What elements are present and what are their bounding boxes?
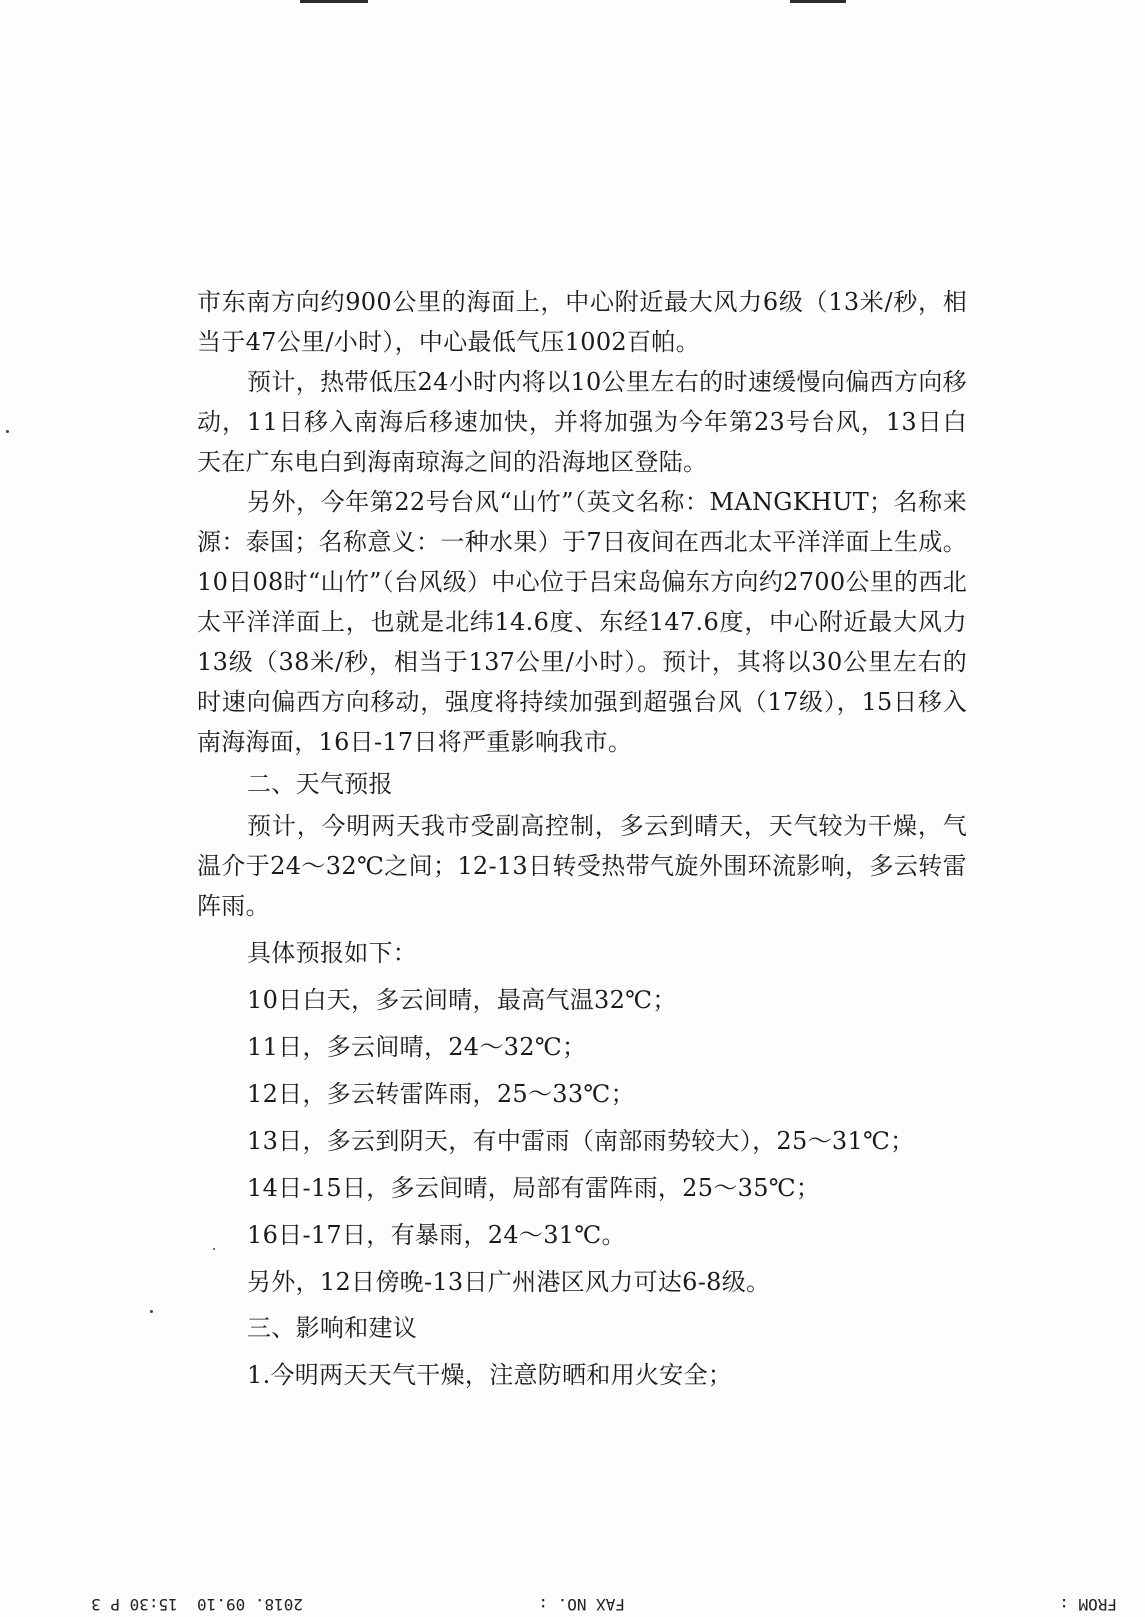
scan-speck [150, 1310, 153, 1313]
forecast-intro: 具体预报如下： [247, 939, 418, 967]
scan-edge-mark [790, 0, 846, 3]
forecast-item-10th: 10日白天，多云间晴，最高气温32℃； [247, 986, 677, 1014]
section-heading-weather-forecast: 二、天气预报 [247, 770, 393, 798]
paragraph-general-forecast: 预计，今明两天我市受副高控制，多云到晴天，天气较为干燥，气温介于24～32℃之间；12-13日转受热带气旋外围环流影响，多云转雷阵雨。 [197, 812, 967, 920]
forecast-item-13th: 13日，多云到阴天，有中雷雨（南部雨势较大），25～31℃； [247, 1127, 915, 1155]
forecast-item-12th: 12日，多云转雷阵雨，25～33℃； [247, 1080, 635, 1108]
forecast-item-11th: 11日，多云间晴，24～32℃； [247, 1033, 587, 1061]
fax-from-label: FROM : [1059, 1595, 1117, 1614]
advice-item-1: 1.今明两天天气干燥，注意防晒和用火安全； [247, 1361, 733, 1389]
paragraph-depression-forecast: 预计，热带低压24小时内将以10公里左右的时速缓慢向偏西方向移动，11日移入南海后移速加快，并将加强为今年第23号台风，13日白天在广东电白到海南琼海之间的沿海地区登陆。 [197, 368, 967, 476]
fax-timestamp: 2018. 09.10 15:30 P 3 [91, 1595, 303, 1614]
forecast-item-14th-15th: 14日-15日，多云间晴，局部有雷阵雨，25～35℃； [247, 1174, 821, 1202]
forecast-item-16th-17th: 16日-17日，有暴雨，24～31℃。 [247, 1221, 626, 1249]
forecast-port-wind: 另外，12日傍晚-13日广州港区风力可达6-8级。 [247, 1268, 771, 1296]
paragraph-typhoon-mangkhut: 另外，今年第22号台风“山竹”（英文名称：MANGKHUT；名称来源：泰国；名称意义：一种水果）于7日夜间在西北太平洋洋面上生成。10日08时“山竹”（台风级）中心位于吕宋岛偏东方向约2700公里的西北太平洋洋面上，也就是北纬14.6度、东经147.6度，中心附近最大风力13级（38米/秒，相当于137公里/小时）。预计，其将以30公里左右的时速向偏西方向移动，强度将持续加强到超强台风（17级），15日移入南海海面，16日-17日将严重影响我市。 [197, 488, 967, 756]
scan-edge-mark [300, 0, 368, 3]
scan-speck [6, 430, 9, 433]
paragraph-continued: 市东南方向约900公里的海面上，中心附近最大风力6级（13米/秒，相当于47公里/小时），中心最低气压1002百帕。 [197, 288, 967, 356]
fax-header-upside-down [0, 1590, 1145, 1616]
fax-number-label: FAX NO. : [538, 1595, 625, 1614]
document-body [197, 282, 967, 1395]
section-heading-impact-advice: 三、影响和建议 [247, 1314, 418, 1342]
